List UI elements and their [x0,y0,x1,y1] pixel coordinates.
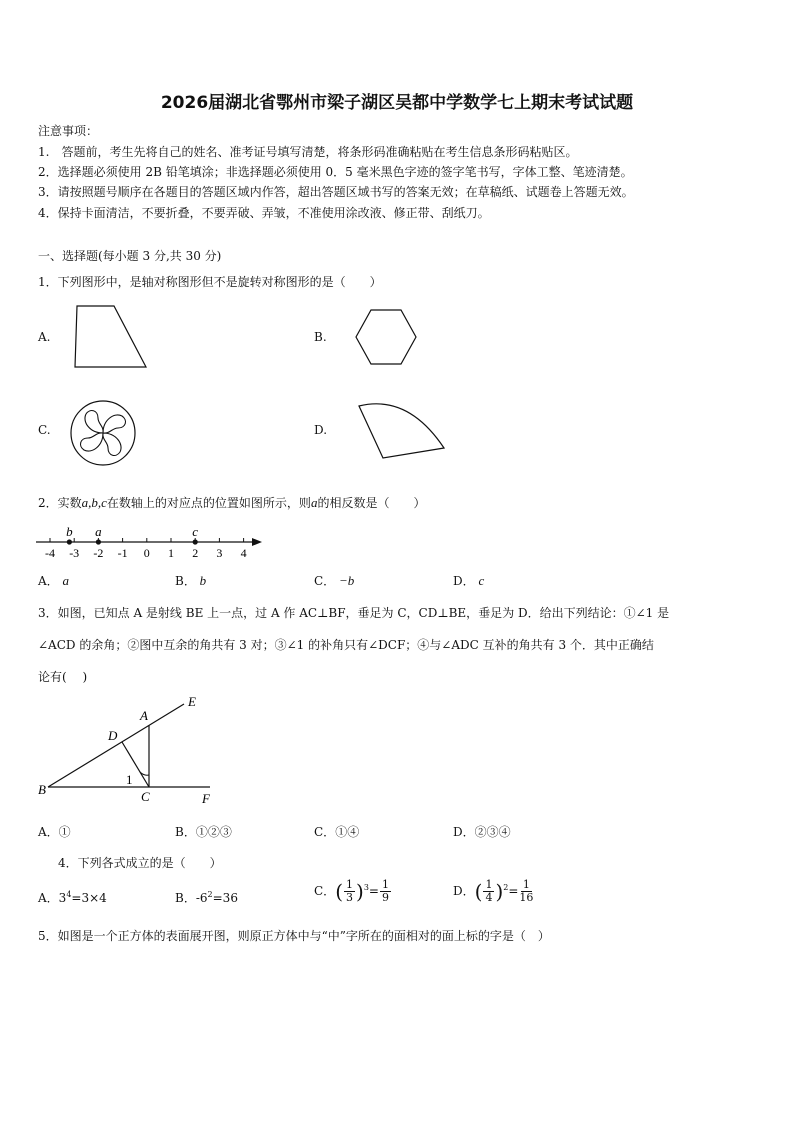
number-line-tick-label: -3 [69,546,80,560]
q2-stem-text: 2．实数 [38,496,82,510]
q3-option-a[interactable] [38,823,71,840]
option-letter: D． [453,884,475,898]
q1-option-d-label: D. [314,423,328,437]
q2-option-a[interactable] [38,572,69,589]
notice-item: 4．保持卡面清洁，不要折叠，不要弄破、弄皱，不准使用涂改液、修正带、刮纸刀。 [38,206,490,220]
hexagon-figure [355,308,419,368]
number-line-tick-label: 3 [216,546,223,560]
number-line-tick-label: -4 [45,546,55,560]
number-line-figure [30,520,270,562]
option-value: c [478,573,485,588]
option-letter: D． [453,574,475,588]
option-eq: = [368,884,379,898]
number-line-point-label: a [95,524,102,539]
label-d: D [108,728,118,743]
option-base: -6 [195,891,208,905]
option-value: b [199,573,207,588]
number-line-arrow [252,538,262,546]
notice-item: 1. 答题前，考生先将自己的姓名、准考证号填写清楚，将条形码准确粘贴在考生信息条形码粘贴区。 [38,145,578,159]
option-letter: B． [175,574,196,588]
option-letter: A． [38,574,59,588]
number-line-tick-label: 4 [240,546,247,560]
option-letter: C． [314,574,336,588]
option-letter: C． [314,825,336,839]
question-4-stem: 4．下列各式成立的是（ ） [58,856,222,870]
option-letter: B． [175,891,196,905]
geometry-figure [34,692,224,808]
option-rhs: =36 [212,891,238,905]
q2-stem-text: 的相反数是（ ） [317,496,426,510]
pinwheel-figure [68,398,138,468]
option-letter: A． [38,825,59,839]
fraction [483,879,494,904]
q4-option-a[interactable] [38,889,107,906]
label-c: C [141,789,150,804]
notice-item: 2．选择题必须使用 2B 铅笔填涂；非选择题必须使用 0．5 毫米黑色字迹的签字笔书写，字体工整、笔迹清楚。 [38,165,633,179]
number-line-tick-label: -2 [93,546,104,560]
option-base: 3 [58,891,67,905]
option-eq: = [508,884,519,898]
fraction [380,879,391,904]
option-value: ①②③ [195,825,232,839]
option-value: ②③④ [474,825,511,839]
number-line-tick-label: 2 [192,546,199,560]
option-value: ① [58,825,71,839]
fraction-denominator: 16 [519,891,534,904]
q1-option-c-label: C. [38,423,51,437]
q2-stem-text: 在数轴上的对应点的位置如图所示，则 [106,496,311,510]
fraction [344,879,355,904]
question-3-stem-line1: 3．如图，已知点 A 是射线 BE 上一点，过 A 作 AC⊥BF，垂足为 C，CD⊥BE，垂足为 D．给出下列结论：①∠1 是 [38,606,670,620]
option-value: −b [339,573,355,588]
question-3-stem-line3: 论有( ) [38,670,88,684]
q4-option-d[interactable]: D．( $\frac{1}{4}$ )$^2$= $\frac{1}{16}$ [453,878,534,904]
q4-option-c[interactable]: C．( $\frac{1}{3}$ )$^3$= $\frac{1}{9}$ [314,878,389,904]
number-line-point-b [67,539,72,544]
label-a: A [140,708,148,723]
number-line-point-c [193,539,198,544]
trapezoid-figure [70,303,150,371]
q3-option-d[interactable] [453,823,511,840]
question-2-stem [38,494,425,511]
fraction-denominator: 9 [381,891,389,904]
q2-option-b[interactable] [175,572,206,589]
q1-option-a-label: A. [38,330,51,344]
option-letter: B． [175,825,196,839]
fraction-numerator: 1 [485,878,493,891]
fraction-denominator: 3 [346,891,353,904]
q1-option-b-label: B. [314,330,327,344]
number-line-point-label: b [66,524,73,539]
option-letter: A． [38,891,59,905]
label-b: B [38,782,46,797]
question-1-stem: 1．下列图形中，是轴对称图形但不是旋转对称图形的是（ ） [38,275,382,289]
option-value: ①④ [335,825,360,839]
number-line-point-label: c [192,524,199,539]
section-heading: 一、选择题(每小题 3 分,共 30 分) [38,249,222,263]
number-line-tick-label: 1 [168,546,174,560]
fraction [519,879,533,904]
q2-option-c[interactable] [314,572,354,589]
question-3-stem-line2: ∠ACD 的余角；②图中互余的角共有 3 对；③∠1 的补角只有∠DCF；④与∠ADC 互补的角共有 3 个．其中正确结 [38,638,654,652]
q3-option-c[interactable] [314,823,359,840]
page-title: 2026届湖北省鄂州市梁子湖区吴都中学数学七上期末考试试题 [160,93,634,113]
q3-option-b[interactable] [175,823,232,840]
number-line-tick-label: 0 [143,546,150,560]
sector-figure [356,398,448,462]
option-rhs: =3×4 [71,891,107,905]
fraction-denominator: 4 [485,891,493,904]
fraction-numerator: 1 [381,878,389,891]
option-value: a [62,573,69,588]
option-exponent: 4 [66,890,72,899]
q2-option-d[interactable] [453,572,484,589]
fraction-numerator: 1 [522,878,530,891]
number-line-point-a [96,539,101,544]
question-5-stem: 5．如图是一个正方体的表面展开图，则原正方体中与“中”字所在的面相对的面上标的字是（ ） [38,929,550,943]
q4-option-b[interactable] [175,889,238,906]
q2-stem-var: a [310,495,318,510]
q2-stem-vars: a,b,c [81,495,107,510]
option-exponent: 2 [503,883,509,892]
notice-item: 3．请按照题号顺序在各题目的答题区域内作答，超出答题区域书写的答案无效；在草稿纸、试题卷上答题无效。 [38,185,634,199]
option-exponent: 2 [207,890,213,899]
label-e: E [188,694,196,709]
option-exponent: 3 [363,883,369,892]
label-f: F [202,791,210,806]
label-angle-1: 1 [126,772,133,787]
option-letter: D． [453,825,475,839]
number-line-tick-label: -1 [117,546,128,560]
fraction-numerator: 1 [346,878,353,891]
notice-heading: 注意事项： [38,124,99,138]
option-letter: C． [314,884,336,898]
ray-be [48,704,184,787]
